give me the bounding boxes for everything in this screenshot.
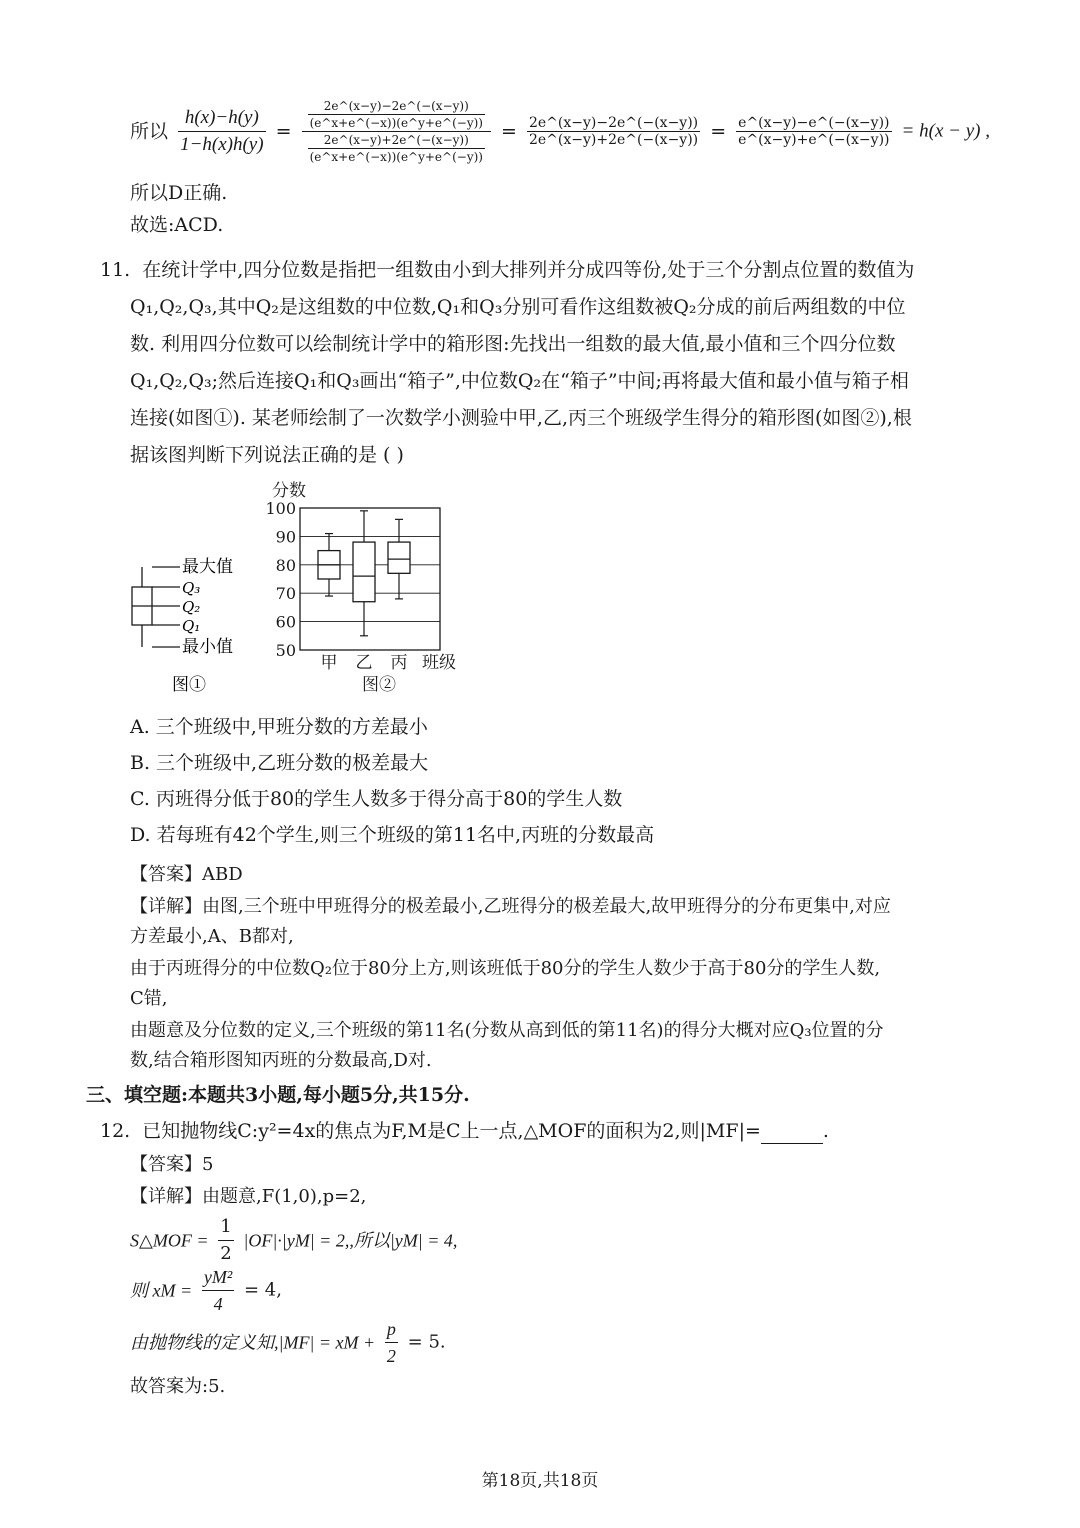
fig2-caption: 图② — [362, 675, 396, 695]
q12-detail-xm: 则 xM = $\frac{\text{yM²}}{4}$ = 4, — [130, 1264, 282, 1312]
box-乙 — [353, 542, 375, 602]
q12-detail-mf: 由抛物线的定义知,|MF| = xM + $\frac{p}{2}$ = 5. — [130, 1316, 446, 1364]
big-den-top: 2e^(x−y)+2e^(−(x−y)) — [308, 132, 485, 149]
x-tick-label: 甲 — [320, 653, 338, 673]
mid-den: 2e^(x−y)+2e^(−(x−y)) — [528, 132, 699, 148]
q12-number: 12. — [100, 1120, 131, 1142]
fig1-label-q3: Q₃ — [182, 579, 201, 597]
q12-detail-area: S△MOF = $\frac{1}{2}$ |OF|·|yM| = 2,,所以|yM| = 4, — [130, 1214, 457, 1258]
q11-detail-4: C错, — [130, 988, 168, 1009]
fig1-label-q2: Q₂ — [182, 598, 201, 616]
q12-stem: 12. 已知抛物线C:y²=4x的焦点为F,M是C上一点,△MOF的面积为2,则|MF|= . — [100, 1120, 829, 1142]
line-choice: 故选:ACD. — [130, 214, 224, 236]
formula-prefix: 所以 — [130, 120, 169, 143]
q11-line2: Q₁,Q₂,Q₃,其中Q₂是这组数的中位数,Q₁和Q₃分别可看作这组数被Q₂分成的前后两组数的中位 — [130, 296, 906, 318]
lhs-num: h(x)−h(y) — [178, 105, 266, 132]
option-a: A. 三个班级中,甲班分数的方差最小 — [130, 716, 428, 738]
p-fraction: $\frac{p}{2}$ — [385, 1316, 398, 1369]
y-tick-label: 60 — [275, 612, 296, 632]
r-den: e^(x−y)+e^(−(x−y)) — [738, 132, 890, 148]
q11-detail-6: 数,结合箱形图知丙班的分数最高,D对. — [130, 1050, 432, 1071]
big-num-top: 2e^(x−y)−2e^(−(x−y)) — [308, 98, 485, 115]
mid-num: 2e^(x−y)−2e^(−(x−y)) — [528, 115, 699, 131]
option-d: D. 若每班有42个学生,则三个班级的第11名中,丙班的分数最高 — [130, 824, 655, 846]
fig1-label-q1: Q₁ — [182, 617, 201, 635]
answer-blank — [761, 1125, 823, 1144]
q11-detail-3: 由于丙班得分的中位数Q₂位于80分上方,则该班低于80分的学生人数少于高于80分的学生人数, — [130, 958, 881, 979]
fig1-label-max: 最大值 — [182, 557, 233, 577]
x-axis-label: 班级 — [422, 653, 456, 673]
y-tick-label: 100 — [265, 499, 296, 518]
rhs: = h(x − y) , — [901, 120, 990, 142]
xm-fraction: $\frac{\text{yM²}}{4}$ — [202, 1264, 234, 1317]
x-tick-label: 丙 — [390, 653, 408, 673]
q11-number: 11. — [100, 259, 131, 281]
q11-line6: 据该图判断下列说法正确的是 ( ) — [130, 444, 404, 466]
q12-final: 故答案为:5. — [130, 1376, 226, 1397]
q11-answer: 【答案】ABD — [130, 864, 243, 885]
page-footer: 第18页,共18页 — [481, 1471, 599, 1491]
q11-line1: 11. 在统计学中,四分位数是指把一组数由小到大排列并分成四等份,处于三个分割点位置的数值为 — [100, 259, 915, 281]
figure-1-boxplot — [132, 567, 180, 647]
q12-answer: 【答案】5 — [130, 1154, 214, 1175]
figure-2-boxplot-chart — [265, 481, 456, 695]
x-tick-label: 乙 — [355, 653, 373, 673]
option-b: B. 三个班级中,乙班分数的极差最大 — [130, 752, 429, 774]
half-fraction: $\frac{1}{2}$ — [220, 1216, 232, 1264]
y-tick-label: 80 — [275, 555, 296, 575]
q11-line3: 数. 利用四分位数可以绘制统计学中的箱形图:先找出一组数的最大值,最小值和三个四分位数 — [130, 333, 896, 355]
q11-detail-5: 由题意及分位数的定义,三个班级的第11名(分数从高到低的第11名)的得分大概对应Q₃位置的分 — [130, 1020, 884, 1041]
big-den-bottom: (e^x+e^(−x))(e^y+e^(−y)) — [309, 150, 483, 164]
section3-title: 三、填空题:本题共3小题,每小题5分,共15分. — [86, 1084, 470, 1106]
r-num: e^(x−y)−e^(−(x−y)) — [738, 115, 890, 131]
fig1-label-min: 最小值 — [182, 637, 233, 657]
big-num-bottom: (e^x+e^(−x))(e^y+e^(−y)) — [309, 116, 483, 130]
y-tick-label: 90 — [275, 527, 296, 547]
y-axis-label: 分数 — [272, 481, 306, 501]
compound-fraction — [302, 98, 491, 165]
lhs-fraction — [178, 105, 266, 158]
box-丙 — [388, 542, 410, 573]
right-fraction — [736, 115, 891, 148]
lhs-den: 1−h(x)h(y) — [180, 134, 264, 155]
q12-detail-1: 【详解】由题意,F(1,0),p=2, — [130, 1186, 367, 1207]
q11-line4: Q₁,Q₂,Q₃;然后连接Q₁和Q₃画出“箱子”,中位数Q₂在“箱子”中间;再将最大值和最小值与箱子相 — [130, 370, 909, 392]
line-d-correct: 所以D正确. — [130, 182, 228, 204]
q11-detail-2: 方差最小,A、B都对, — [130, 926, 294, 947]
formula-line: 所以 $\frac{h(x)-h(y)}{1-h(x)h(y)}$ = $\frac{\frac{2e\^{}(x-y)-2e\^{}(-(x-y))}{(e\^{}x+e\^{}(-x))(e\^{}y+e\^{}(-y))}}{\frac{2e\^{}(x-y)+2e\^{}(-(x-y))}{(e\^{}x+e\^{}(-x))(e\^{}y+e\^{}(-y))}}$ = $\frac{2e\^{}(x-y)-2e\^{}(-(x-y))}{2e\^{}(x-y)+2e\^{}(-(x-y))}$ = $\frac{e\^{}(x-y)-e\^{}(-(x-y))}{e\^{}(x-y)+e\^{}(-(x-y))}$ = h(x − y) , — [130, 99, 990, 164]
q11-detail-1: 【详解】由图,三个班中甲班得分的极差最小,乙班得分的极差最大,故甲班得分的分布更集中,对应 — [130, 896, 891, 917]
y-tick-label: 70 — [275, 584, 296, 604]
mid-fraction — [527, 115, 700, 148]
figures — [120, 470, 480, 705]
fig1-caption: 图① — [172, 675, 206, 695]
option-c: C. 丙班得分低于80的学生人数多于得分高于80的学生人数 — [130, 788, 623, 810]
q11-line5: 连接(如图①). 某老师绘制了一次数学小测验中甲,乙,丙三个班级学生得分的箱形图(如图②),根 — [130, 407, 912, 429]
y-tick-label: 50 — [275, 641, 296, 660]
